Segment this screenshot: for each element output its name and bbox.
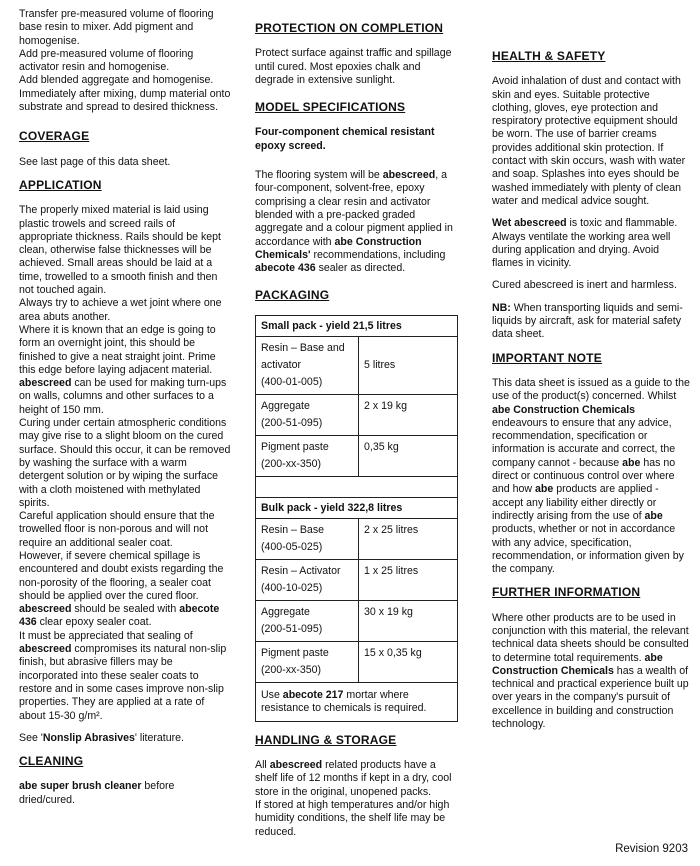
further-info-heading: FURTHER INFORMATION [492, 585, 641, 600]
literature-link: Nonslip Abrasives [42, 731, 135, 744]
health-safety-heading: HEALTH & SAFETY [492, 49, 606, 63]
protection-text: Protect surface against traffic and spillage until cured. Most epoxies chalk and degrade in extensive sunlight. [255, 47, 452, 86]
quantity-cell: 30 x 19 kg [359, 600, 458, 641]
table-row [256, 394, 458, 435]
mixing-step: Add pre-measured volume of flooring activator resin and homogenise. [19, 47, 194, 74]
transport-note: NB: When transporting liquids and semi-liquids by aircraft, ask for material safety data sheet. [492, 301, 683, 341]
application-heading: APPLICATION [19, 177, 102, 192]
table-spacer [256, 476, 458, 497]
packaging-table [255, 315, 458, 722]
table-row [256, 518, 458, 559]
model-spec-text: The flooring system will be abescreed, a four-component, solvent-free, epoxy comprising a clear resin and activator blended with a pre-packed graded aggregate and a colour pigment applied in accordance with abe Construction Chemicals' recommendations, including abecote 436 sealer as directed. [255, 169, 453, 275]
company-name: abe Construction Chemicals [492, 403, 636, 416]
application-paragraph: It must be appreciated that sealing of abescreed compromises its natural non-slip finish, but abrasive fillers may be incorporated into these sealer coats to restore and in some cases improve non-slip properties. They are applied at a rate of about 15-30 g/m². [19, 629, 227, 722]
item-cell: Resin – Base (400-05-025) [256, 518, 359, 559]
item-cell: Pigment paste (200-xx-350) [256, 435, 359, 476]
left-column [19, 8, 231, 816]
product-name: abescreed [382, 169, 436, 182]
company-name: abe Construction Chemicals' [255, 235, 422, 261]
coverage-text: See last page of this data sheet. [19, 155, 171, 168]
product-name: abecote 436 [19, 603, 220, 629]
quantity-cell: 15 x 0,35 kg [359, 641, 458, 682]
handling-text: All abescreed related products have a shelf life of 12 months if kept in a dry, cool store in the original, unopened packs. [255, 759, 452, 798]
small-pack-header: Small pack - yield 21,5 litres [256, 315, 458, 336]
cleaning-heading: CLEANING [19, 754, 84, 769]
quantity-cell: 2 x 19 kg [359, 394, 458, 435]
application-paragraph: Careful application should ensure that the trowelled floor is non-porous and will not require an additional sealer coat. [19, 510, 215, 549]
application-paragraph: However, if severe chemical spillage is encountered and doubt exists regarding the non-porosity of the flooring, a sealer coat should be applied over the cured floor. [19, 549, 224, 602]
mixing-step: Add blended aggregate and homogenise. [19, 74, 214, 87]
product-name: abescreed [19, 377, 72, 390]
important-note-heading: IMPORTANT NOTE [492, 350, 602, 365]
application-paragraph: abescreed can be used for making turn-ups on walls, columns and other surfaces to a height of 150 mm. [19, 377, 227, 416]
right-column [492, 8, 690, 740]
product-name: abescreed [19, 603, 72, 616]
wet-warning: Wet abescreed is toxic and flammable. Always ventilate the working area well during application and drying. Avoid flames in vicinity. [492, 217, 678, 270]
item-cell: Aggregate (200-51-095) [256, 394, 359, 435]
coverage-heading: COVERAGE [19, 129, 90, 144]
table-note: Use abecote 217 mortar where resistance to chemicals is required. [256, 682, 458, 721]
cured-note: Cured abescreed is inert and harmless. [492, 279, 677, 292]
table-row [256, 336, 458, 394]
mixing-step: Immediately after mixing, dump material onto substrate and spread to desired thickness. [19, 87, 231, 114]
model-spec-heading: MODEL SPECIFICATIONS [255, 100, 406, 115]
middle-column [255, 8, 458, 839]
quantity-cell: 5 litres [359, 336, 458, 394]
handling-heading: HANDLING & STORAGE [255, 732, 397, 747]
product-name: abescreed [19, 643, 72, 656]
application-paragraph: The properly mixed material is laid using plastic trowels and screed rails of appropriate thickness. Rails should be kept clean, otherwise false thicknesses will be achieved. Small areas should be laid at a time, trowelled to a smooth finish and then not touched again. [19, 204, 221, 297]
table-row [256, 435, 458, 476]
item-cell: Resin – Activator (400-10-025) [256, 559, 359, 600]
revision-label: Revision 9203 [615, 842, 688, 855]
important-note-text: This data sheet is issued as a guide to the use of the product(s) concerned. Whilst abe Construction Chemicals endeavours to ensure that any advice, recommendation, specification or information is accurate and correct, the company cannot - because abe has no direct or continuous control over where and how abe products are applied - accept any liability either directly or indirectly arising from the use of abe products, whether or not in accordance with any advice, specification, recommendation, or information given by the company. [492, 376, 690, 576]
quantity-cell: 2 x 25 litres [359, 518, 458, 559]
company-name: abe Construction Chemicals [492, 651, 663, 677]
bulk-pack-header: Bulk pack - yield 322,8 litres [256, 497, 458, 518]
quantity-cell: 1 x 25 litres [359, 559, 458, 600]
further-info-text: Where other products are to be used in conjunction with this material, the relevant technical data sheets should be consulted to determine total requirements. abe Construction Chemicals has a wealth of technical and practical experience built up over years in the company's pursuit of excellence in building and construction technology. [492, 611, 689, 731]
protection-heading: PROTECTION ON COMPLETION [255, 21, 444, 35]
item-cell: Aggregate (200-51-095) [256, 600, 359, 641]
literature-reference: See 'Nonslip Abrasives' literature. [19, 731, 185, 744]
item-cell: Pigment paste (200-xx-350) [256, 641, 359, 682]
cleaning-text: abe super brush cleaner before dried/cured. [19, 780, 175, 806]
product-name: abescreed [269, 759, 323, 772]
table-row [256, 559, 458, 600]
table-row [256, 600, 458, 641]
item-cell: Resin – Base and activator (400-01-005) [256, 336, 359, 394]
product-name: abecote 217 [282, 688, 344, 701]
application-paragraph: Always try to achieve a wet joint where one area abuts another. [19, 297, 222, 323]
product-name: abecote 436 [255, 262, 316, 275]
product-name: abe super brush cleaner [19, 780, 142, 793]
table-row [256, 641, 458, 682]
application-paragraph: Where it is known that an edge is going to form an overnight joint, this should be finished to give a neat straight joint. Prime this edge before laying adjacent material. [19, 323, 216, 376]
model-spec-summary: Four-component chemical resistant epoxy screed. [255, 126, 435, 152]
packaging-heading: PACKAGING [255, 288, 330, 303]
quantity-cell: 0,35 kg [359, 435, 458, 476]
mixing-step: Transfer pre-measured volume of flooring base resin to mixer. Add pigment and homogenise. [19, 8, 214, 47]
handling-text-2: If stored at high temperatures and/or high humidity conditions, the shelf life may be reduced. [255, 798, 450, 838]
application-paragraph: abescreed should be sealed with abecote 436 clear epoxy sealer coat. [19, 603, 220, 629]
application-paragraph: Curing under certain atmospheric conditions may give rise to a slight bloom on the cured surface. Should this occur, it can be removed by washing the surface with a warm detergent solution or by wiping the surface with a cloth moistened with methylated spirits. [19, 417, 231, 509]
health-safety-text: Avoid inhalation of dust and contact with skin and eyes. Suitable protective clothing, gloves, eye protection and respiratory protective equipment should be worn. The use of barrier creams provides additional skin protection. If contact with skin occurs, wash with water and soap. Splashes into eyes should be washed immediately with plenty of clean water and medical advice sought. [492, 75, 686, 207]
